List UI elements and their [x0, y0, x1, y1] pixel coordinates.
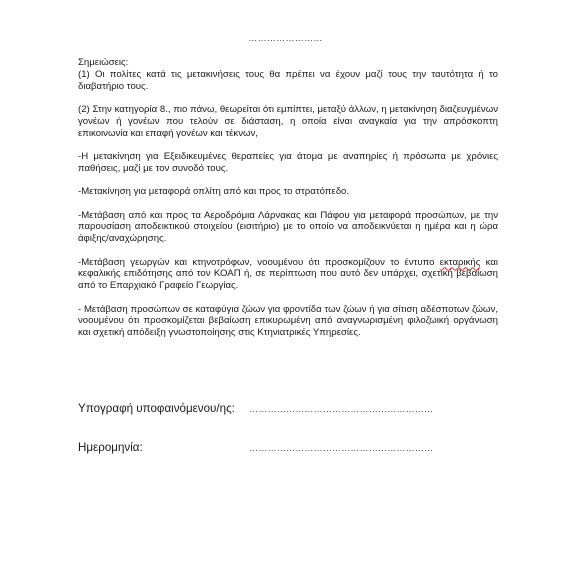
- note-6-text-end: και κεφαλικής επιδότησης από τον ΚΟΑΠ ή, σε περίπτωση που αυτό δεν υπάρχει, σχετική βεβαίωση από το Επαρχιακό Γραφείο Γεωργίας.: [78, 256, 498, 292]
- signature-field[interactable]: ……………………………………………………: [249, 404, 434, 414]
- note-6-text-start: -Μετάβαση γεωργών και κτηνοτρόφων, νοουμένου ότι προσκομίζουν το έντυπο: [78, 256, 440, 268]
- note-6: [78, 257, 498, 292]
- notes-title: Σημειώσεις:: [78, 57, 129, 68]
- spellcheck-underlined-word: εκταρικής: [439, 256, 481, 268]
- signature-label: Υπογραφή υποφαινόμενου/ης:: [78, 402, 235, 415]
- note-3: -Η μετακίνηση για Εξειδικευμένες θεραπείες για άτομα με αναπηρίες ή πρόσωπα με χρόνιες παθήσεις, μαζί με τον συνοδό τους.: [78, 150, 498, 174]
- header-dotted-line: ……………………: [248, 33, 323, 43]
- note-2: (2) Στην κατηγορία 8., πιο πάνω, θεωρείται ότι εμπίπτει, μεταξύ άλλων, η μετακίνηση διαζευγμένων γονέων ή γονέων που τελούν σε διάσταση, η οποία είναι αναγκαία για την απρόσκοπτη επικοινωνία και επαφή γονέων και τέκνων,: [78, 103, 498, 139]
- date-label: Ημερομηνία:: [78, 441, 143, 454]
- notes-section: [78, 57, 498, 351]
- note-7: - Μετάβαση προσώπων σε καταφύγια ζώων για φροντίδα των ζώων ή για σίτιση αδέσποτων ζώων, νοουμένου ότι προσκομίζεται βεβαίωση επικυρωμένη από αναγνωρισμένη φιλοζωική οργάνωση και σχετική απόδειξη γνωστοποίησης στις Κτηνιατρικές Υπηρεσίες.: [78, 303, 498, 339]
- note-1: (1) Οι πολίτες κατά τις μετακινήσεις τους θα πρέπει να έχουν μαζί τους την ταυτότητα ή το διαβατήριο τους.: [78, 68, 498, 92]
- note-5: -Μετάβαση από και προς τα Αεροδρόμια Λάρνακας και Πάφου για μεταφορά προσώπων, με την παρουσίαση αποδεικτικού στοιχείου (εισιτήριο) με το οποίο να αποδεικνύεται η ημέρα και η ώρα άφιξης/αναχώρησης.: [78, 209, 498, 245]
- note-4: -Μετακίνηση για μεταφορά οπλίτη από και προς το στρατόπεδο.: [78, 186, 350, 198]
- signature-row: [78, 402, 433, 415]
- date-field[interactable]: ……………………………………………………: [249, 443, 434, 453]
- date-row: [78, 441, 433, 454]
